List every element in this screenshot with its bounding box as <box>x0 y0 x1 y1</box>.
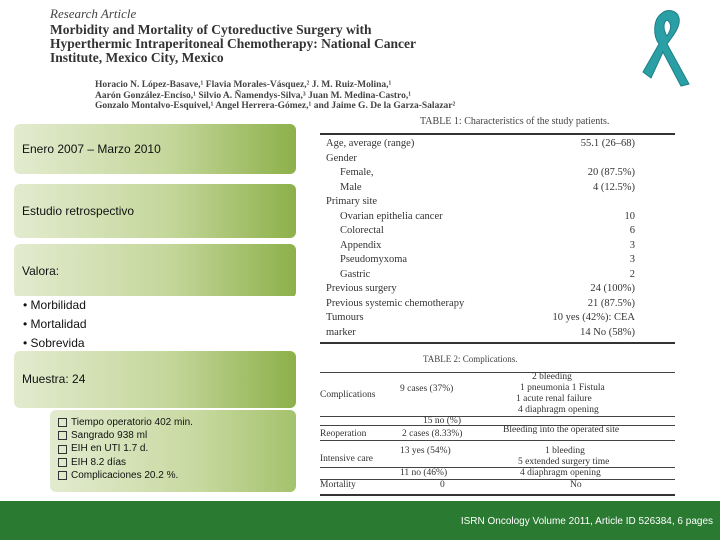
article-title-line: Morbidity and Mortality of Cytoreductive Surgery with <box>50 22 372 37</box>
table-row <box>320 240 675 255</box>
icu-detail: 5 extended surgery time <box>518 457 610 467</box>
icu-detail: 1 bleeding <box>545 446 585 456</box>
row-value: 55.1 (26–68) <box>580 138 635 149</box>
results-box <box>50 410 296 492</box>
assessment-item: • Mortalidad <box>23 317 87 331</box>
study-period-bar <box>14 124 296 174</box>
complication-detail: 1 acute renal failure <box>516 394 592 404</box>
row-label: Ovarian epithelia cancer <box>340 210 443 222</box>
table-divider <box>320 425 675 426</box>
study-period-text: Enero 2007 – Marzo 2010 <box>22 142 161 156</box>
complications-label: Complications <box>320 390 376 400</box>
author-line: Gonzalo Montalvo-Esquivel,¹ Angel Herrera-Gómez,¹ and Jaime G. De la Garza-Salazar² <box>95 101 456 111</box>
table-divider <box>320 479 675 480</box>
table1-caption: TABLE 1: Characteristics of the study patients. <box>420 116 610 127</box>
mortality-label: Mortality <box>320 480 356 490</box>
citation-text: ISRN Oncology Volume 2011, Article ID 526384, 6 pages <box>460 516 713 527</box>
row-value: 2 <box>629 268 635 280</box>
result-item <box>58 442 296 455</box>
row-value: 3 <box>629 239 635 251</box>
row-label: Appendix <box>340 239 382 251</box>
complications-count: 9 cases (37%) <box>400 384 454 394</box>
author-line: Horacio N. López-Basave,¹ Flavia Morales-Vásquez,² J. M. Ruiz-Molina,¹ <box>95 80 392 90</box>
result-text: EIH en UTI 1.7 d. <box>71 443 149 455</box>
study-design-text: Estudio retrospectivo <box>22 204 135 218</box>
result-item <box>58 429 296 442</box>
mortality-value: 0 <box>440 480 445 490</box>
assessment-item: • Morbilidad <box>23 298 86 312</box>
table-row <box>320 298 675 313</box>
mortality-detail: No <box>570 480 582 490</box>
assessment-list <box>14 296 296 351</box>
row-value: 14 No (58%) <box>580 326 635 338</box>
assessment-item: • Sobrevida <box>23 336 85 350</box>
article-title <box>50 23 610 65</box>
study-design-bar <box>14 184 296 238</box>
complication-detail: 4 diaphragm opening <box>518 405 599 415</box>
checkbox-bullet-icon <box>58 471 67 480</box>
checkbox-bullet-icon <box>58 431 67 440</box>
row-value: 6 <box>629 225 635 236</box>
table-row <box>320 138 675 153</box>
row-value: 4 (12.5%) <box>593 181 635 193</box>
table-row <box>320 312 675 327</box>
row-value: 3 <box>629 254 635 265</box>
row-label: Gender <box>326 152 357 164</box>
row-value: 10 <box>624 210 635 222</box>
complication-detail: 1 pneumonia 1 Fistula <box>520 383 605 393</box>
row-label: Male <box>340 181 362 193</box>
result-text: Tiempo operatorio 402 min. <box>71 417 193 428</box>
row-label: Age, average (range) <box>326 138 415 149</box>
row-value: 21 (87.5%) <box>587 297 635 309</box>
article-authors <box>95 80 615 112</box>
table-row <box>320 196 675 211</box>
table-row <box>320 182 675 197</box>
result-item <box>58 456 296 469</box>
assessment-bar <box>14 244 296 298</box>
result-text: EIH 8.2 días <box>71 456 127 468</box>
table-row <box>320 167 675 182</box>
author-line: Aarón González-Enciso,¹ Silvio A. Ñamendys-Silva,³ Juan M. Medina-Castro,¹ <box>95 90 412 101</box>
characteristics-table <box>320 133 675 344</box>
sample-text: Muestra: 24 <box>22 372 86 386</box>
result-text: Complicaciones 20.2 %. <box>71 469 179 481</box>
table-row <box>320 327 675 342</box>
table-divider <box>320 494 675 496</box>
row-value: 10 yes (42%): CEA <box>552 312 635 323</box>
row-label: marker <box>326 326 356 338</box>
article-title-line: Institute, Mexico City, Mexico <box>50 50 224 65</box>
row-label: Previous systemic chemotherapy <box>326 297 465 309</box>
row-label: Colorectal <box>340 225 384 236</box>
footer-bar <box>0 501 720 540</box>
checkbox-bullet-icon <box>58 445 67 454</box>
sample-bar <box>14 351 296 408</box>
table-row <box>320 254 675 269</box>
article-type-label: Research Article <box>50 6 137 21</box>
awareness-ribbon-icon <box>637 8 699 88</box>
complications-no: 15 no (%) <box>423 416 461 426</box>
row-value: 24 (100%) <box>590 283 635 294</box>
result-item <box>58 469 296 482</box>
icu-detail: 4 diaphragm opening <box>520 468 601 478</box>
checkbox-bullet-icon <box>58 418 67 427</box>
reoperation-count: 2 cases (8.33%) <box>402 429 463 439</box>
icu-yes: 13 yes (54%) <box>400 446 451 456</box>
table-row <box>320 283 675 298</box>
row-label: Gastric <box>340 268 371 280</box>
table-divider <box>320 467 675 468</box>
row-label: Primary site <box>326 196 378 207</box>
complication-detail: 2 bleeding <box>532 372 572 382</box>
icu-no: 11 no (46%) <box>400 468 448 478</box>
checkbox-bullet-icon <box>58 458 67 467</box>
intensive-care-label: Intensive care <box>320 454 374 464</box>
result-text: Sangrado 938 ml <box>71 430 148 442</box>
reoperation-detail: Bleeding into the operated site <box>503 425 620 435</box>
row-label: Female, <box>340 167 374 178</box>
table-row <box>320 225 675 240</box>
table-row <box>320 211 675 226</box>
article-title-line: Hyperthermic Intraperitoneal Chemotherapy: National Cancer <box>50 36 416 51</box>
table-row <box>320 269 675 284</box>
table-divider <box>320 416 675 417</box>
row-label: Pseudomyxoma <box>340 254 408 265</box>
row-label: Previous surgery <box>326 283 397 294</box>
article-header <box>50 6 610 65</box>
table2-caption: TABLE 2: Complications. <box>423 354 518 364</box>
table-divider <box>320 372 675 373</box>
table-row <box>320 153 675 168</box>
table-divider <box>320 440 675 441</box>
result-item <box>58 416 296 429</box>
complications-table <box>320 366 675 498</box>
row-label: Tumours <box>326 312 364 323</box>
assessment-label: Valora: <box>22 264 60 278</box>
reoperation-label: Reoperation <box>320 429 367 439</box>
row-value: 20 (87.5%) <box>587 167 635 178</box>
